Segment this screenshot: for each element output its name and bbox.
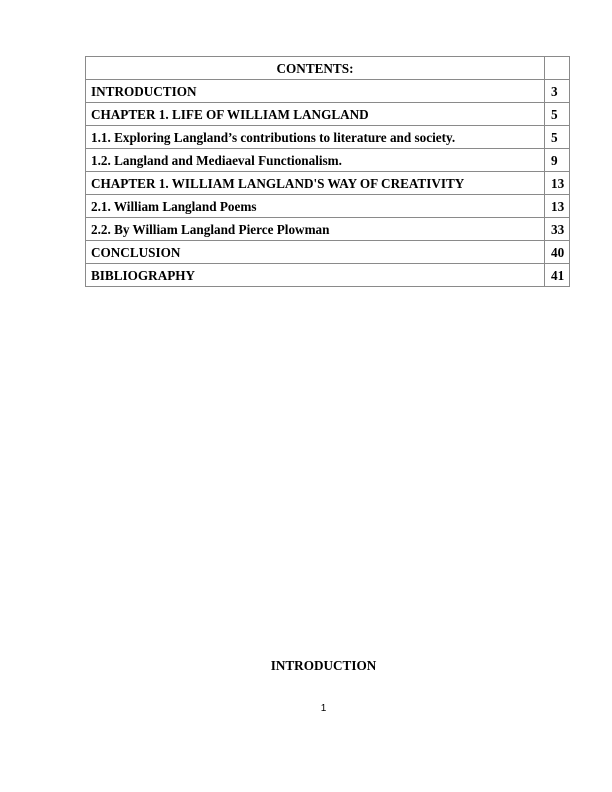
toc-entry-title: 2.1. William Langland Poems — [86, 195, 545, 218]
toc-entry-page: 40 — [545, 241, 570, 264]
toc-heading-row — [86, 57, 570, 80]
toc-heading-empty-cell — [545, 57, 570, 80]
toc-entry-page: 13 — [545, 195, 570, 218]
toc-row — [86, 218, 570, 241]
section-heading: INTRODUCTION — [270, 658, 377, 673]
toc-entry-page: 5 — [545, 126, 570, 149]
toc-entry-page: 33 — [545, 218, 570, 241]
toc-row — [86, 149, 570, 172]
table-of-contents — [85, 56, 570, 287]
toc-row — [86, 195, 570, 218]
toc-entry-title: BIBLIOGRAPHY — [86, 264, 545, 287]
toc-row — [86, 80, 570, 103]
toc-row — [86, 172, 570, 195]
toc-entry-page: 3 — [545, 80, 570, 103]
toc-row — [86, 103, 570, 126]
toc-entry-page: 9 — [545, 149, 570, 172]
toc-heading: CONTENTS: — [86, 57, 545, 80]
toc-entry-title: CHAPTER 1. WILLIAM LANGLAND'S WAY OF CREATIVITY — [86, 172, 545, 195]
toc-row — [86, 264, 570, 287]
toc-entry-page: 13 — [545, 172, 570, 195]
toc-row — [86, 241, 570, 264]
toc-entry-title: 1.1. Exploring Langland’s contributions to literature and society. — [86, 126, 545, 149]
toc-entry-title: 1.2. Langland and Mediaeval Functionalism. — [86, 149, 545, 172]
toc-entry-title: CONCLUSION — [86, 241, 545, 264]
toc-entry-title: CHAPTER 1. LIFE OF WILLIAM LANGLAND — [86, 103, 545, 126]
toc-entry-page: 41 — [545, 264, 570, 287]
toc-row — [86, 126, 570, 149]
toc-entry-title: 2.2. By William Langland Pierce Plowman — [86, 218, 545, 241]
page-number: 1 — [320, 703, 327, 714]
toc-entry-title: INTRODUCTION — [86, 80, 545, 103]
toc-entry-page: 5 — [545, 103, 570, 126]
